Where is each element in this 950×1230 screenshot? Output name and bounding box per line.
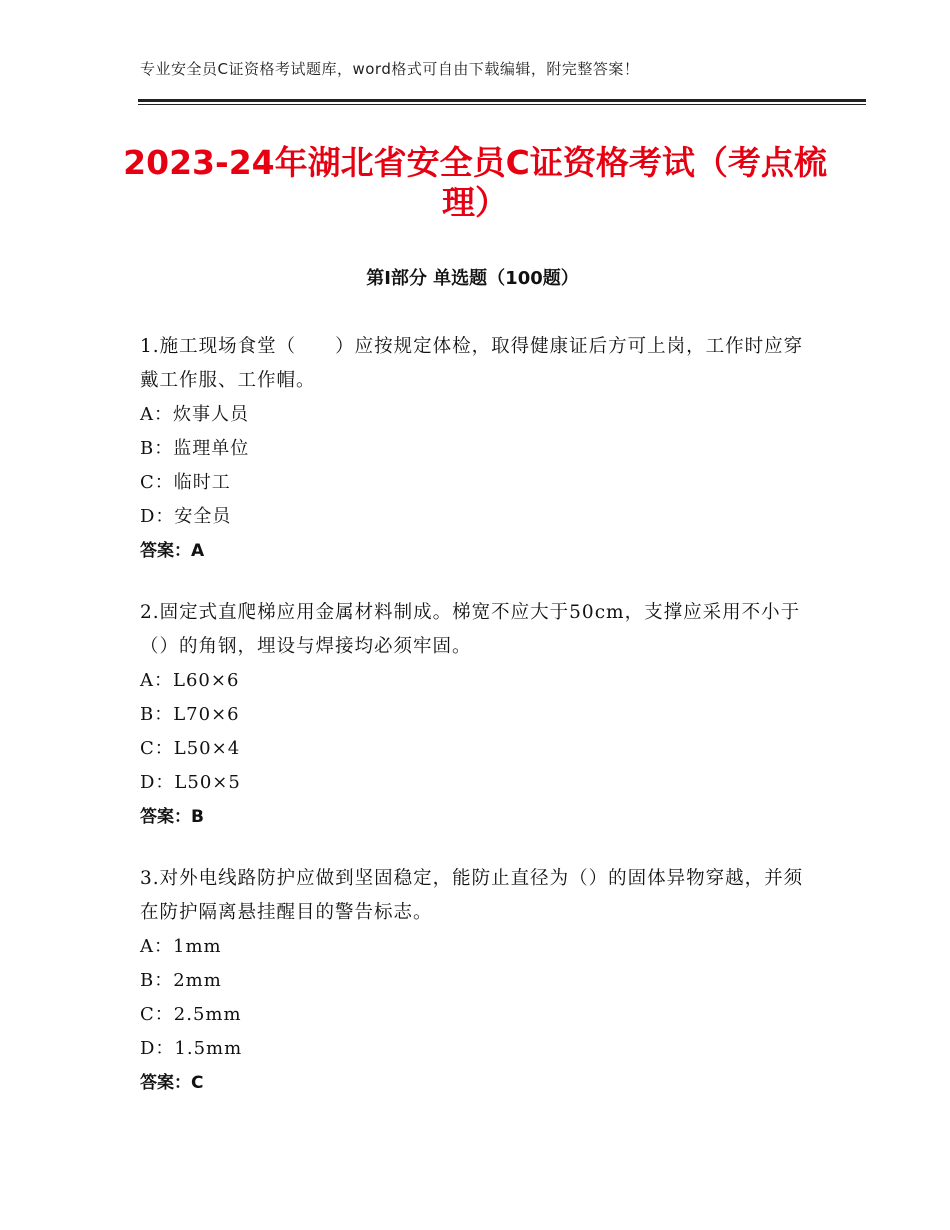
question-2 (140, 596, 805, 834)
question-stem: 1.施工现场食堂（ ）应按规定体检，取得健康证后方可上岗，工作时应穿戴工作服、工作帽。 (140, 336, 804, 391)
document-title: 2023-24年湖北省安全员C证资格考试（考点梳理） (123, 143, 827, 222)
option-c: C：L50×4 (140, 738, 241, 759)
question-3 (140, 862, 805, 1100)
option-b: B：L70×6 (140, 704, 240, 725)
question-stem: 2.固定式直爬梯应用金属材料制成。梯宽不应大于50cm，支撑应采用不小于（）的角钢，埋设与焊接均必须牢固。 (140, 602, 801, 657)
option-d: D：L50×5 (140, 772, 241, 793)
option-b: B：监理单位 (140, 438, 250, 459)
question-list (140, 330, 805, 1128)
answer: 答案：B (140, 807, 204, 827)
section-heading: 第Ⅰ部分 单选题（100题） (366, 268, 579, 289)
question-stem: 3.对外电线路防护应做到坚固稳定，能防止直径为（）的固体异物穿越，并须在防护隔离悬挂醒目的警告标志。 (140, 868, 804, 923)
answer: 答案：A (140, 541, 205, 561)
page-header: 专业安全员C证资格考试题库，word格式可自由下载编辑，附完整答案！ (140, 60, 640, 78)
header-rule-thick (138, 99, 866, 102)
option-b: B：2mm (140, 970, 222, 991)
option-a: A：炊事人员 (140, 404, 249, 425)
header-rule-thin (138, 104, 866, 105)
answer: 答案：C (140, 1073, 204, 1093)
option-a: A：1mm (140, 936, 222, 957)
option-d: D：1.5mm (140, 1038, 243, 1059)
question-1 (140, 330, 805, 568)
option-c: C：临时工 (140, 472, 231, 493)
option-a: A：L60×6 (140, 670, 240, 691)
option-d: D：安全员 (140, 506, 232, 527)
option-c: C：2.5mm (140, 1004, 242, 1025)
